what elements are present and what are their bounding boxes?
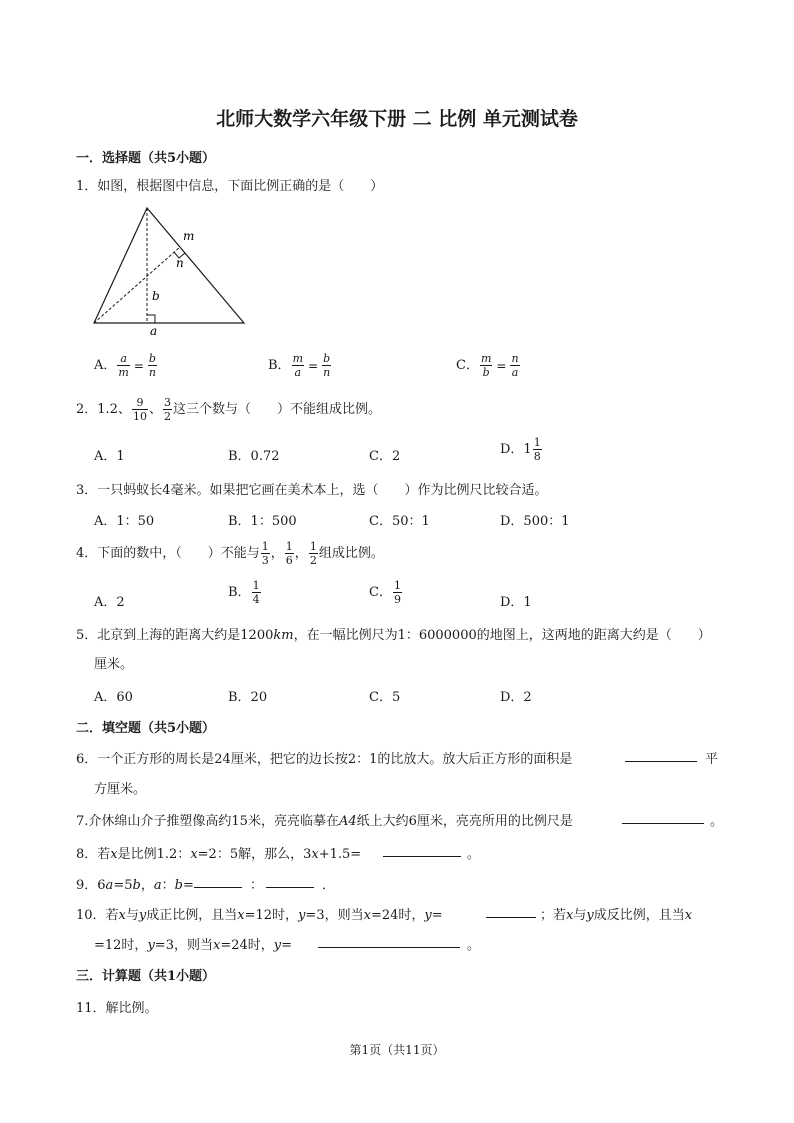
question-5-stem-line2: 厘米。 <box>94 657 134 672</box>
question-10-end: 。 <box>467 938 481 953</box>
question-9-stem: 9．6a=5b，a：b= <box>76 878 194 893</box>
fraction: $\frac{a}{m}$ <box>118 352 129 379</box>
option-label: A． <box>94 358 117 373</box>
option-label: B． <box>268 358 291 373</box>
fraction-1-3: $\frac{1}{3}$ <box>261 540 269 567</box>
fraction: $\frac{1}{8}$ <box>533 436 541 463</box>
fraction: $\frac{1}{4}$ <box>252 579 260 606</box>
q4-option-d[interactable]: D．1 <box>500 595 532 610</box>
fraction: $\frac{b}{n}$ <box>148 352 156 379</box>
question-1-stem: 1．如图，根据图中信息，下面比例正确的是（ ） <box>76 179 384 194</box>
question-4-stem: 4．下面的数中，（ ）不能与 $\frac{1}{3}$ ， $\frac{1}{6}$ ， $\frac{1}{2}$ 组成比例。 <box>76 540 384 567</box>
question-11-stem: 11．解比例。 <box>76 1001 158 1016</box>
question-7-end: 。 <box>710 814 724 829</box>
q10-answer-blank-1[interactable] <box>486 905 536 918</box>
q9-answer-blank-2[interactable] <box>266 875 314 888</box>
section-heading-fill: 二．填空题（共5小题） <box>76 721 216 736</box>
fraction: $\frac{m}{a}$ <box>292 352 303 379</box>
question-6-stem-end: 平 <box>705 752 719 767</box>
option-label: C． <box>456 358 479 373</box>
q2-option-a[interactable]: A．1 <box>94 449 125 464</box>
q6-answer-blank[interactable] <box>625 749 697 762</box>
q3-option-a[interactable]: A．1：50 <box>94 514 155 529</box>
question-5-stem-line1: 5．北京到上海的距离大约是1200km，在一幅比例尺为1：6000000的地图上，这两地的距离大约是（ ） <box>76 628 711 643</box>
fraction-3-2: $\frac{3}{2}$ <box>163 396 171 423</box>
question-10-stem-line1b: ；若x与y成反比例，且当x <box>540 908 693 923</box>
fraction-1-2: $\frac{1}{2}$ <box>309 540 317 567</box>
q5-option-b[interactable]: B．20 <box>228 690 268 705</box>
question-10-stem-line2: =12时，y=3，则当x=24时，y= <box>94 938 293 953</box>
q5-option-d[interactable]: D．2 <box>500 690 532 705</box>
section-heading-calc: 三．计算题（共1小题） <box>76 969 216 984</box>
q3-option-c[interactable]: C．50：1 <box>369 514 430 529</box>
fraction: $\frac{1}{9}$ <box>393 579 401 606</box>
question-6-stem-line2: 方厘米。 <box>94 782 147 797</box>
equals-sign: = <box>133 358 144 373</box>
fraction: $\frac{n}{a}$ <box>511 352 519 379</box>
q1-option-c[interactable] <box>456 352 521 379</box>
equals-sign: = <box>496 358 507 373</box>
question-9-colon: ： <box>250 878 264 893</box>
question-3-stem: 3．一只蚂蚁长4毫米。如果把它画在美术本上，选（ ）作为比例尺比较合适。 <box>76 483 548 498</box>
triangle-outline <box>94 208 244 323</box>
question-8-end: 。 <box>467 847 481 862</box>
question-9-end: ． <box>322 878 336 893</box>
q3-option-b[interactable]: B．1：500 <box>228 514 297 529</box>
label-m: m <box>183 229 195 243</box>
question-10-stem-line1a: 10．若x与y成正比例，且当x=12时，y=3，则当x=24时，y= <box>76 908 443 923</box>
label-a: a <box>150 324 158 338</box>
q2-option-d[interactable] <box>500 436 543 463</box>
page-footer: 第1页（共11页） <box>349 1043 445 1057</box>
fraction-1-6: $\frac{1}{6}$ <box>285 540 293 567</box>
q9-answer-blank-1[interactable] <box>194 875 242 888</box>
question-7-stem: 7.介休绵山介子推塑像高约15米，亮亮临摹在A4纸上大约6厘米，亮亮所用的比例尺是 <box>76 814 573 829</box>
question-6-stem-line1: 6．一个正方形的周长是24厘米，把它的边长按2：1的比放大。放大后正方形的面积是 <box>76 752 573 767</box>
question-2-stem: 2．1.2、 $\frac{9}{10}$ 、 $\frac{3}{2}$ 这三个数与（ ）不能组成比例。 <box>76 396 381 423</box>
q4-option-b[interactable] <box>228 579 262 606</box>
q1-option-b[interactable] <box>268 352 332 379</box>
q8-answer-blank[interactable] <box>383 844 461 857</box>
page-title: 北师大数学六年级下册 二 比例 单元测试卷 <box>216 108 578 130</box>
q4-option-a[interactable]: A．2 <box>94 595 125 610</box>
right-angle-mark-bottom <box>147 315 155 323</box>
option-label: B． <box>228 585 251 600</box>
label-n: n <box>176 256 184 270</box>
q1-option-a[interactable] <box>94 352 158 379</box>
question-8-stem: 8．若x是比例1.2：x=2：5解，那么，3x+1.5= <box>76 847 362 862</box>
q4-option-c[interactable] <box>369 579 403 606</box>
triangle-figure <box>90 204 252 338</box>
fraction: $\frac{b}{n}$ <box>323 352 331 379</box>
height-n-line <box>94 247 180 323</box>
fraction: $\frac{m}{b}$ <box>480 352 492 379</box>
q2-option-c[interactable]: C．2 <box>369 449 401 464</box>
q3-option-d[interactable]: D．500：1 <box>500 514 570 529</box>
option-label: D．1 <box>500 442 532 457</box>
equals-sign: = <box>308 358 319 373</box>
q5-option-c[interactable]: C．5 <box>369 690 401 705</box>
q10-answer-blank-2[interactable] <box>318 935 460 948</box>
q7-answer-blank[interactable] <box>622 811 704 824</box>
q2-option-b[interactable]: B．0.72 <box>228 449 280 464</box>
fraction-9-10: $\frac{9}{10}$ <box>132 396 147 423</box>
label-b: b <box>152 289 160 303</box>
section-heading-choice: 一．选择题（共5小题） <box>76 151 216 166</box>
q5-option-a[interactable]: A．60 <box>94 690 133 705</box>
option-label: C． <box>369 585 392 600</box>
